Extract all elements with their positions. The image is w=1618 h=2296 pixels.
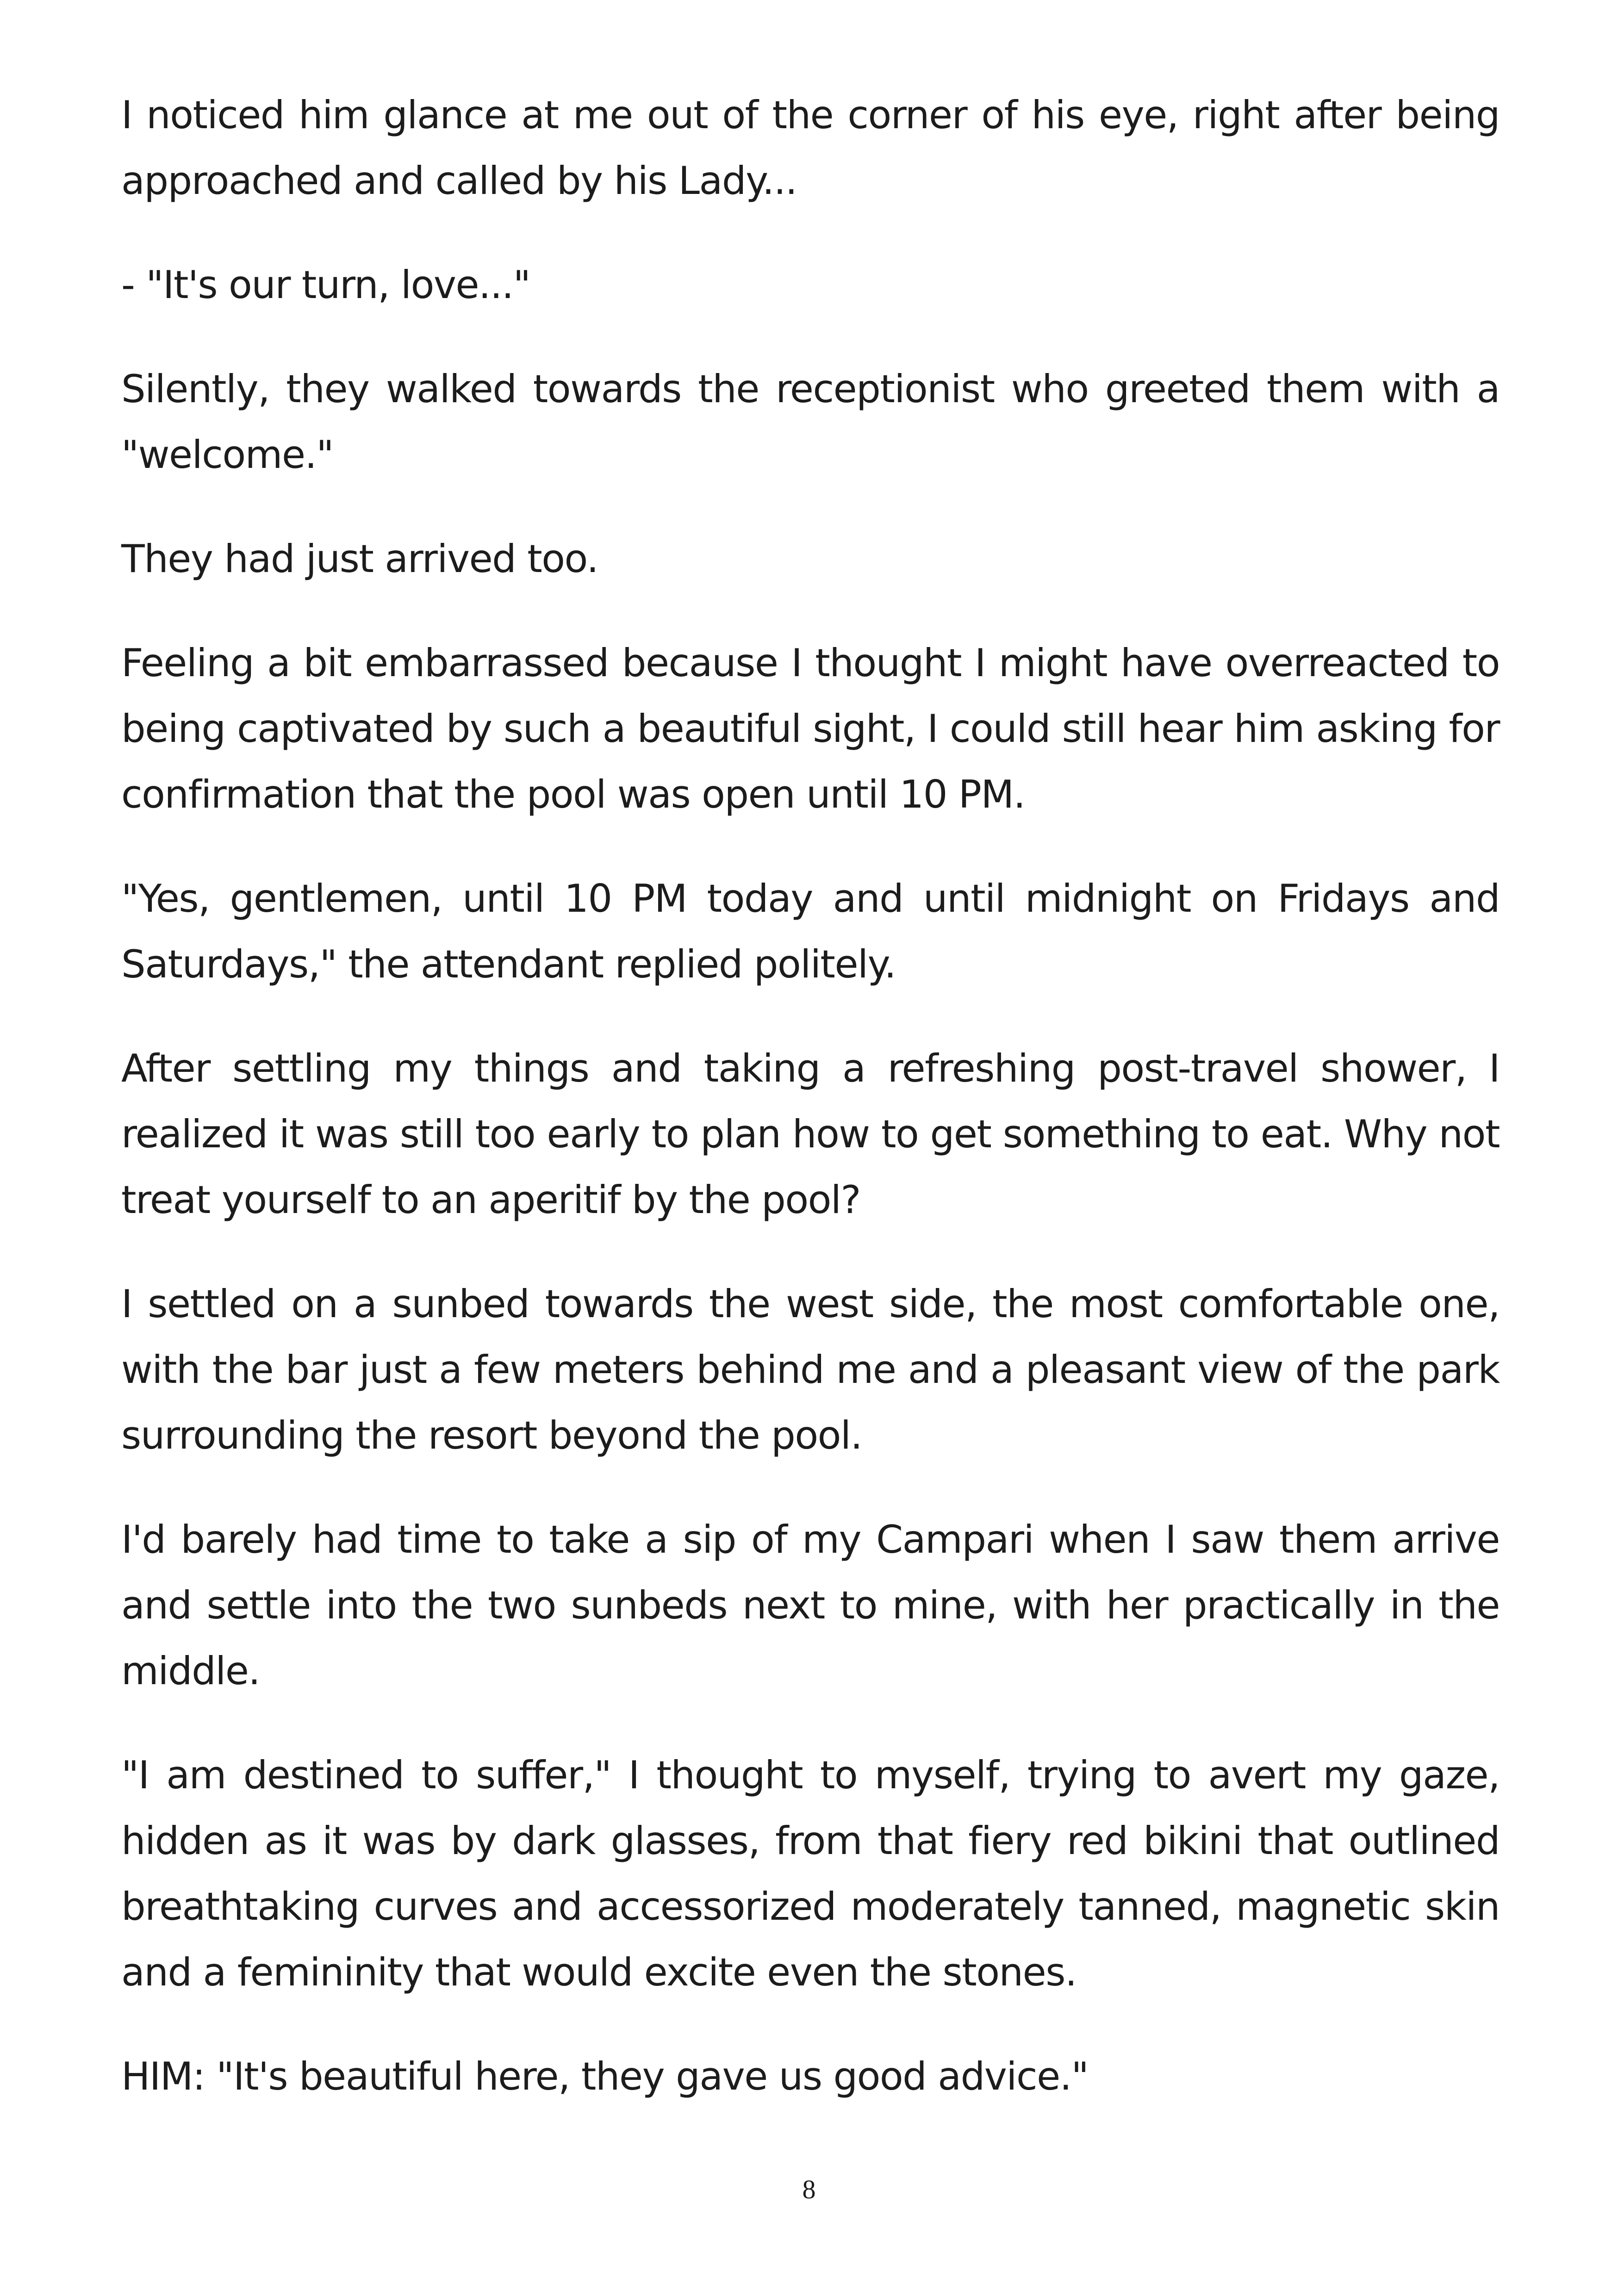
paragraph-him-beautiful: HIM: "It's beautiful here, they gave us good advice." [121,2054,1089,2099]
page-number: 8 [802,2174,816,2204]
paragraph-receptionist: Silently, they walked towards the receptionist who greeted them with a "welcome." [121,367,1500,477]
paragraph-embarrassed: Feeling a bit embarrassed because I thought I might have overreacted to being captivated by such a beautiful sight, I could still hear him asking for confirmation that the pool was open until 10 PM. [121,641,1500,817]
paragraph-destined-to-suffer: "I am destined to suffer," I thought to myself, trying to avert my gaze, hidden as it was by dark glasses, from that fiery red bikini that outlined breathtaking curves and accessorized moderately tanned, magnetic skin and a femininity that would excite even the stones. [121,1753,1500,1995]
paragraph-just-arrived: They had just arrived too. [121,536,598,581]
body-text [121,82,1500,2109]
paragraph-campari: I'd barely had time to take a sip of my Campari when I saw them arrive and settle into the two sunbeds next to mine, with her practically in the middle. [121,1517,1500,1693]
paragraph-attendant-reply: "Yes, gentlemen, until 10 PM today and until midnight on Fridays and Saturdays," the attendant replied politely. [121,876,1500,987]
paragraph-glance: I noticed him glance at me out of the corner of his eye, right after being approached and called by his Lady... [121,93,1500,203]
paragraph-after-shower: After settling my things and taking a refreshing post-travel shower, I realized it was still too early to plan how to get something to eat. Why not treat yourself to an aperitif by the pool? [121,1046,1500,1222]
paragraph-sunbed: I settled on a sunbed towards the west side, the most comfortable one, with the bar just a few meters behind me and a pleasant view of the park surrounding the resort beyond the pool. [121,1282,1500,1458]
paragraph-our-turn: - "It's our turn, love..." [121,262,530,307]
